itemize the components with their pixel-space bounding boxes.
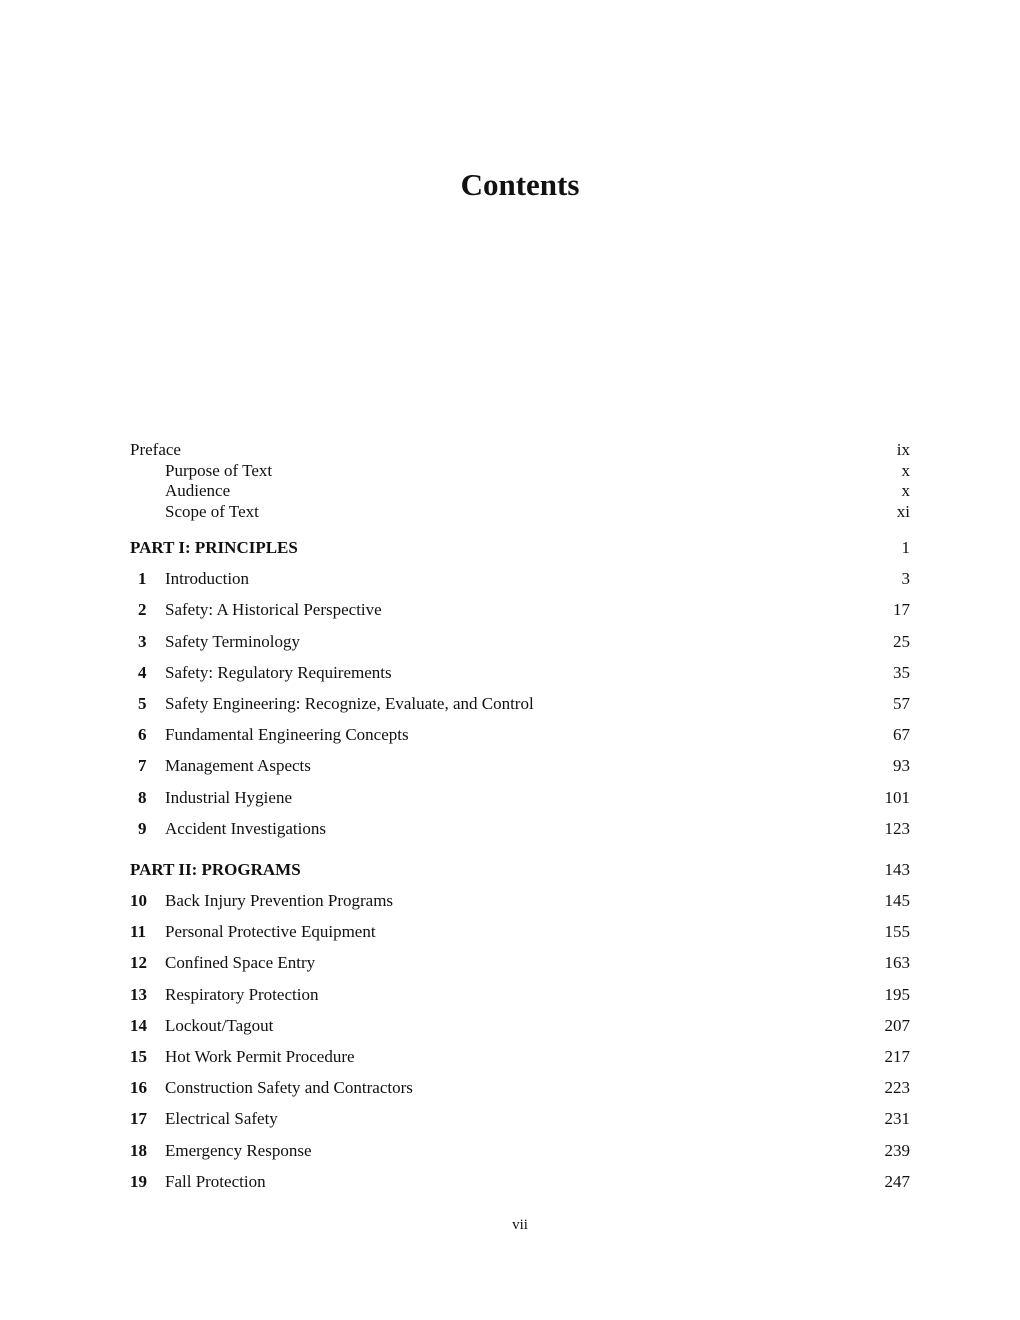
chapter-title: Fall Protection bbox=[165, 1171, 266, 1191]
chapter-title: Industrial Hygiene bbox=[165, 787, 292, 807]
chapter-number: 9 bbox=[138, 818, 147, 838]
entry-title: Preface bbox=[130, 440, 181, 459]
chapter-title: Fundamental Engineering Concepts bbox=[165, 725, 409, 745]
chapter-title: Electrical Safety bbox=[165, 1109, 278, 1129]
chapter-label bbox=[130, 979, 885, 1010]
chapter-entry bbox=[130, 1103, 910, 1134]
chapter-entry bbox=[130, 979, 910, 1010]
chapter-title: Safety Terminology bbox=[165, 631, 300, 651]
chapter-entry bbox=[130, 657, 910, 688]
chapter-title: Personal Protective Equipment bbox=[165, 922, 376, 942]
chapter-page-number: 239 bbox=[884, 1140, 910, 1160]
part-page-number: 1 bbox=[901, 538, 910, 557]
chapter-entry bbox=[130, 1135, 910, 1166]
chapter-label bbox=[130, 1041, 885, 1072]
chapter-label bbox=[130, 1010, 885, 1041]
chapter-entry bbox=[130, 947, 910, 978]
front-matter-subentry bbox=[130, 502, 910, 523]
chapter-number: 18 bbox=[130, 1140, 147, 1160]
chapter-number: 8 bbox=[138, 787, 147, 807]
part-heading bbox=[130, 532, 910, 563]
chapter-entry bbox=[130, 1041, 910, 1072]
front-matter-entry bbox=[130, 440, 910, 461]
chapter-page-number: 57 bbox=[893, 693, 910, 713]
front-matter-subentry bbox=[130, 481, 910, 502]
chapter-label bbox=[130, 1103, 885, 1134]
table-of-contents bbox=[130, 440, 910, 1197]
chapter-entry bbox=[130, 750, 910, 781]
entry-title: Scope of Text bbox=[165, 501, 259, 521]
chapter-number: 10 bbox=[130, 891, 147, 911]
entry-page-number: ix bbox=[896, 440, 910, 459]
chapter-title: Respiratory Protection bbox=[165, 984, 319, 1004]
chapter-label bbox=[130, 813, 885, 844]
chapter-title: Emergency Response bbox=[165, 1140, 312, 1160]
part-title: PART I: PRINCIPLES bbox=[130, 538, 298, 557]
chapter-label bbox=[130, 719, 893, 750]
chapter-label bbox=[130, 1135, 885, 1166]
chapter-page-number: 17 bbox=[893, 600, 910, 620]
chapter-label bbox=[130, 688, 893, 719]
chapter-entry bbox=[130, 719, 910, 750]
chapter-title: Safety: Regulatory Requirements bbox=[165, 662, 392, 682]
chapter-label bbox=[130, 1166, 885, 1197]
chapter-page-number: 223 bbox=[884, 1078, 910, 1098]
chapter-title: Safety: A Historical Perspective bbox=[165, 600, 382, 620]
chapter-number: 7 bbox=[138, 756, 147, 776]
part-page-number: 143 bbox=[884, 859, 910, 879]
chapter-page-number: 25 bbox=[893, 631, 910, 651]
chapter-number: 16 bbox=[130, 1078, 147, 1098]
chapter-page-number: 155 bbox=[884, 922, 910, 942]
chapter-number: 13 bbox=[130, 984, 147, 1004]
entry-page-number: xi bbox=[896, 501, 910, 521]
chapter-title: Confined Space Entry bbox=[165, 953, 316, 973]
chapter-number: 12 bbox=[130, 953, 147, 973]
chapter-title: Construction Safety and Contractors bbox=[165, 1078, 413, 1098]
chapter-entry bbox=[130, 688, 910, 719]
chapter-entry bbox=[130, 885, 910, 916]
chapter-title: Introduction bbox=[165, 569, 250, 589]
chapter-label bbox=[130, 885, 885, 916]
chapter-number: 2 bbox=[138, 600, 147, 620]
chapter-title: Back Injury Prevention Programs bbox=[165, 891, 394, 911]
chapter-entry bbox=[130, 916, 910, 947]
chapter-number: 17 bbox=[130, 1109, 147, 1129]
chapter-entry bbox=[130, 813, 910, 844]
chapter-label bbox=[130, 657, 893, 688]
chapter-label bbox=[130, 1072, 885, 1103]
chapter-label bbox=[130, 916, 885, 947]
chapter-entry bbox=[130, 1010, 910, 1041]
chapter-page-number: 145 bbox=[884, 891, 910, 911]
part-title: PART II: PROGRAMS bbox=[130, 859, 301, 879]
chapter-number: 3 bbox=[138, 631, 147, 651]
chapter-title: Accident Investigations bbox=[165, 818, 326, 838]
chapter-page-number: 195 bbox=[884, 984, 910, 1004]
chapter-page-number: 67 bbox=[893, 725, 910, 745]
chapter-page-number: 101 bbox=[884, 787, 910, 807]
chapter-label bbox=[130, 750, 893, 781]
entry-title: Audience bbox=[165, 481, 231, 500]
chapter-title: Hot Work Permit Procedure bbox=[165, 1047, 355, 1066]
chapter-title: Lockout/Tagout bbox=[165, 1015, 274, 1035]
chapter-title: Safety Engineering: Recognize, Evaluate, and Control bbox=[165, 693, 534, 713]
chapter-label bbox=[130, 594, 893, 625]
page-title: Contents bbox=[460, 167, 580, 202]
chapter-number: 6 bbox=[138, 725, 147, 745]
chapter-entry bbox=[130, 782, 910, 813]
chapter-label bbox=[130, 947, 885, 978]
chapter-number: 11 bbox=[130, 922, 147, 942]
chapter-label bbox=[130, 782, 885, 813]
chapter-page-number: 123 bbox=[884, 818, 910, 838]
chapter-title: Management Aspects bbox=[165, 756, 311, 776]
entry-page-number: x bbox=[901, 460, 910, 480]
chapter-page-number: 231 bbox=[884, 1109, 910, 1129]
front-matter-subentry bbox=[130, 461, 910, 482]
chapter-page-number: 35 bbox=[893, 662, 910, 682]
chapter-number: 5 bbox=[138, 693, 147, 713]
chapter-page-number: 163 bbox=[884, 953, 910, 973]
chapter-page-number: 217 bbox=[884, 1047, 910, 1066]
entry-page-number: x bbox=[901, 481, 910, 500]
chapter-page-number: 207 bbox=[884, 1015, 910, 1035]
chapter-number: 15 bbox=[130, 1047, 147, 1066]
chapter-entry bbox=[130, 626, 910, 657]
chapter-number: 19 bbox=[130, 1171, 147, 1191]
entry-title: Purpose of Text bbox=[165, 460, 273, 480]
chapter-number: 1 bbox=[138, 569, 147, 589]
part-heading bbox=[130, 854, 910, 885]
chapter-entry bbox=[130, 1166, 910, 1197]
page-number: vii bbox=[512, 1217, 528, 1233]
chapter-page-number: 93 bbox=[893, 756, 910, 776]
chapter-label bbox=[130, 563, 902, 594]
chapter-entry bbox=[130, 1072, 910, 1103]
chapter-entry bbox=[130, 594, 910, 625]
chapter-entry bbox=[130, 563, 910, 594]
chapter-number: 14 bbox=[130, 1015, 147, 1035]
chapter-page-number: 3 bbox=[901, 569, 910, 589]
chapter-number: 4 bbox=[138, 662, 147, 682]
chapter-label bbox=[130, 626, 893, 657]
chapter-page-number: 247 bbox=[884, 1171, 910, 1191]
